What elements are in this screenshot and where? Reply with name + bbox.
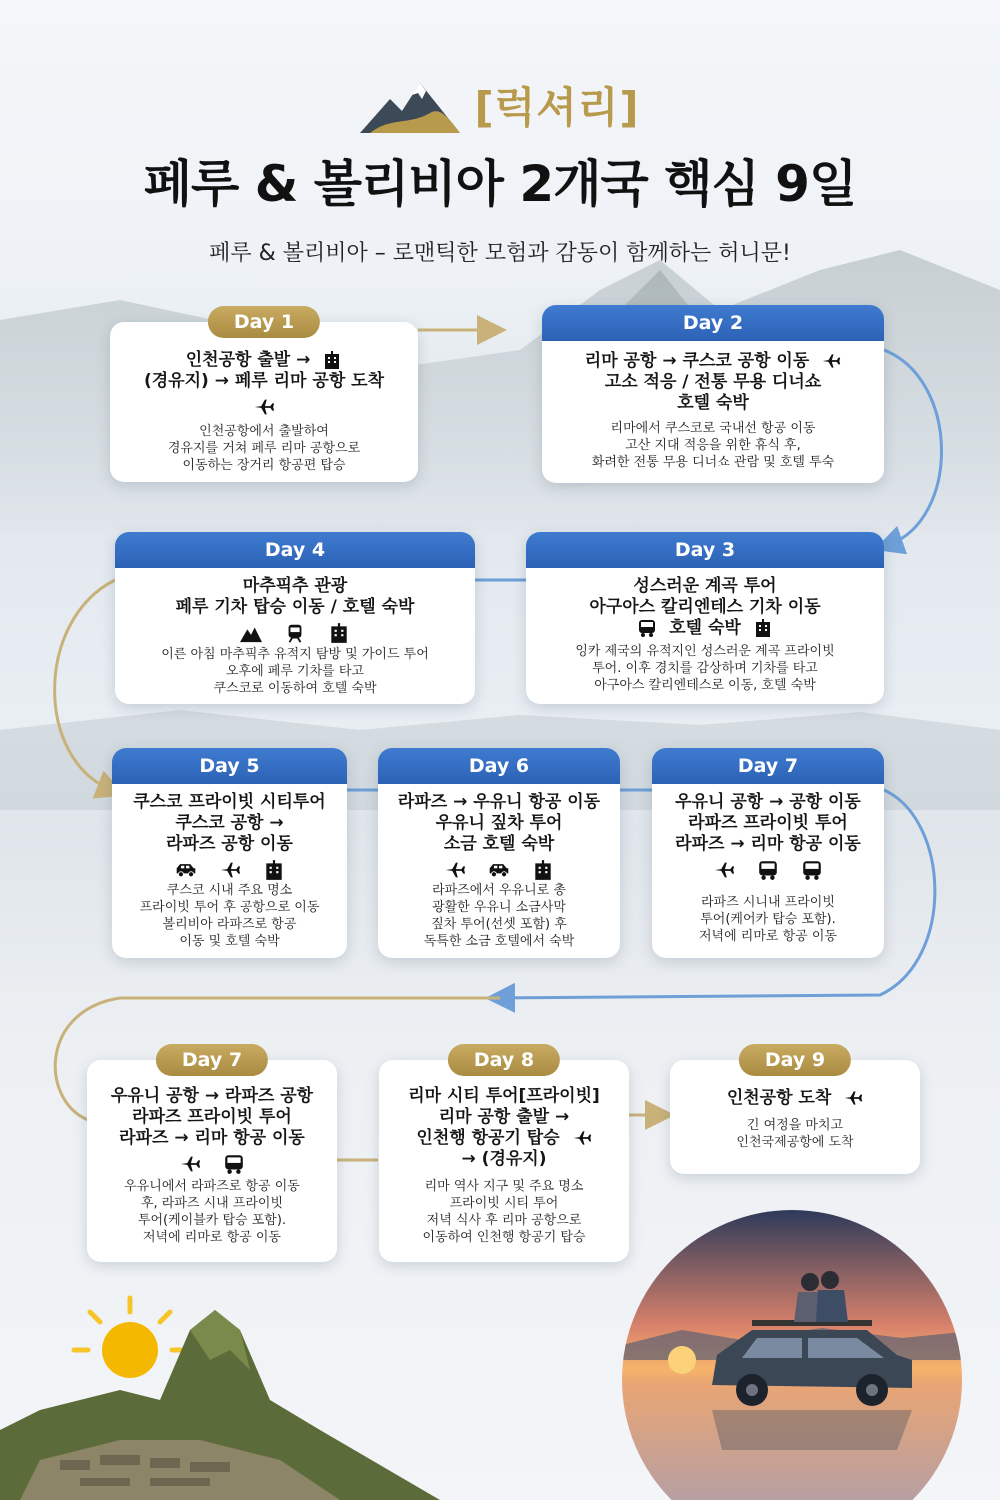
day-description [680, 1117, 910, 1151]
desc-line: 광활한 우유니 소금사막 [432, 900, 566, 915]
day-label: Day 6 [378, 748, 620, 784]
desc-line: 오후에 페루 기차를 타고 [226, 664, 364, 679]
day-body [652, 792, 884, 945]
train-icon [284, 623, 306, 643]
day-title [382, 792, 616, 855]
day-description [656, 894, 880, 945]
plane-icon [444, 860, 466, 880]
day-card-6 [378, 748, 620, 958]
day-icons [120, 397, 408, 417]
desc-line: 쿠스코로 이동하여 호텔 숙박 [213, 681, 377, 696]
day-body [526, 576, 884, 694]
bus-icon [223, 1154, 245, 1174]
day-title [536, 576, 874, 639]
day-line: 라파즈 → 우유니 항공 이동 [397, 792, 601, 812]
day-line: 쿠스코 프라이빗 시티투어 [133, 792, 326, 812]
day-line: 리마 공항 출발 → [438, 1107, 570, 1127]
day-body [115, 576, 475, 697]
plane-icon [253, 397, 275, 417]
day-label: Day 5 [112, 748, 347, 784]
day-line: 호텔 숙박 [669, 618, 741, 638]
desc-line: 라파즈 시니내 프라이빗 [701, 895, 835, 910]
day-line: 인천공항 도착 [726, 1088, 832, 1108]
day-label: Day 7 [156, 1044, 268, 1076]
desc-line: 이동하는 장거리 항공편 탑승 [182, 458, 346, 473]
machu-picchu-illustration [0, 1290, 460, 1500]
day-description [120, 423, 408, 474]
bus-icon [757, 860, 779, 880]
day-line: → (경유지) [461, 1149, 547, 1169]
day-body [110, 350, 418, 474]
mountain-logo-icon [360, 77, 460, 133]
day-line: 우유니 공항 → 공항 이동 [675, 792, 861, 812]
day-icons [116, 860, 343, 880]
day-line: 라파즈 프라이빗 투어 [688, 813, 848, 833]
desc-line: 잉카 제국의 유적지인 성스러운 계곡 프라이빗 [575, 644, 835, 659]
desc-line: 저녁에 리마로 항공 이동 [143, 1230, 281, 1245]
day-line: 라파즈 프라이빗 투어 [132, 1107, 292, 1127]
day-card-4 [115, 532, 475, 704]
jeep-icon [175, 860, 197, 880]
day-line: 아구아스 칼리엔테스 기차 이동 [589, 597, 821, 617]
day-description [552, 420, 874, 471]
desc-line: 인천공항에서 출발하여 [199, 424, 329, 439]
hotel-icon [532, 860, 554, 880]
plane-icon [179, 1154, 201, 1174]
desc-line: 이동 및 호텔 숙박 [179, 934, 280, 949]
day-line: 인천행 항공기 탑승 [416, 1128, 560, 1148]
day-line: 고소 적응 / 전통 무용 디너쇼 [604, 372, 822, 392]
day-title [125, 576, 465, 618]
desc-line: 저녁에 리마로 항공 이동 [699, 929, 837, 944]
desc-line: 투어. 이후 경치를 감상하며 기차를 타고 [592, 661, 818, 676]
sun-icon [74, 1298, 186, 1378]
day-description [536, 643, 874, 694]
day-description [125, 646, 465, 697]
day-line: 소금 호텔 숙박 [443, 834, 555, 854]
day-icons [91, 1154, 333, 1174]
day-icons [656, 860, 880, 880]
desc-line: 아구아스 칼리엔테스로 이동, 호텔 숙박 [594, 678, 816, 693]
bus-icon [801, 860, 823, 880]
desc-line: 라파즈에서 우유니로 총 [432, 883, 566, 898]
day-line: 성스러운 계곡 투어 [633, 576, 777, 596]
day-card-7a [652, 748, 884, 958]
plane-icon [843, 1089, 863, 1107]
day-line: 라파즈 공항 이동 [166, 834, 293, 854]
desc-line: 프라이빗 시티 투어 [449, 1196, 559, 1211]
day-card-8 [379, 1049, 629, 1262]
plane-icon [572, 1129, 592, 1147]
desc-line: 화려한 전통 무용 디너쇼 관람 및 호텔 투숙 [591, 455, 835, 470]
day-line: 라파즈 → 리마 항공 이동 [675, 834, 861, 854]
day-body [379, 1086, 629, 1246]
day-label: Day 4 [115, 532, 475, 568]
day-line: 우유니 짚차 투어 [435, 813, 563, 833]
couple-sunset-illustration [622, 1210, 962, 1500]
desc-line: 인천국제공항에 도착 [736, 1135, 854, 1150]
day-label: Day 2 [542, 305, 884, 341]
day-label: Day 9 [739, 1044, 851, 1076]
page-title: 페루 & 볼리비아 2개국 핵심 9일 [143, 155, 857, 213]
day-label: Day 8 [448, 1044, 560, 1076]
plane-icon [219, 860, 241, 880]
day-card-1 [110, 311, 418, 482]
desc-line: 고산 지대 적응을 위한 휴식 후, [625, 438, 801, 453]
desc-line: 프라이빗 투어 후 공항으로 이동 [139, 900, 320, 915]
jeep-icon [488, 860, 510, 880]
day-line: 쿠스코 공항 → [175, 813, 284, 833]
day-line: 호텔 숙박 [677, 393, 749, 413]
day-body [112, 792, 347, 950]
day-card-9 [670, 1049, 920, 1174]
day-label: Day 3 [526, 532, 884, 568]
desc-line: 투어(케어카 탑승 포함). [700, 912, 836, 927]
hotel-icon [322, 351, 342, 369]
day-line: 리마 공항 → 쿠스코 공항 이동 [584, 351, 810, 371]
day-line: 리마 시티 투어[프라이빗] [408, 1086, 600, 1106]
day-line: (경유지) → 페루 리마 공항 도착 [143, 371, 385, 391]
day-line: 인천공항 출발 → [185, 350, 311, 370]
day-title [120, 350, 408, 392]
day-body [670, 1088, 920, 1151]
hotel-icon [263, 860, 285, 880]
day-icons [125, 623, 465, 643]
desc-line: 경유지를 거쳐 페루 리마 공항으로 [167, 441, 361, 456]
day-card-7b [87, 1049, 337, 1262]
desc-line: 투어(케이블카 탑승 포함). [137, 1213, 287, 1228]
day-title [656, 792, 880, 855]
desc-line: 독특한 소금 호텔에서 숙박 [423, 934, 575, 949]
desc-line: 쿠스코 시내 주요 명소 [166, 883, 293, 898]
day-card-3 [526, 532, 884, 704]
day-description [383, 1178, 625, 1246]
plane-icon [713, 860, 735, 880]
day-line: 라파즈 → 리마 항공 이동 [119, 1128, 305, 1148]
desc-line: 긴 여정을 마치고 [746, 1118, 844, 1133]
day-title [552, 351, 874, 414]
day-description [116, 882, 343, 950]
page-subtitle: 페루 & 볼리비아 – 로맨틱한 모험과 감동이 함께하는 허니문! [209, 241, 791, 266]
day-body [87, 1086, 337, 1246]
day-card-2 [542, 305, 884, 483]
header [0, 70, 1000, 267]
day-description [382, 882, 616, 950]
day-title [91, 1086, 333, 1149]
desc-line: 리마에서 쿠스코로 국내선 항공 이동 [610, 421, 816, 436]
day-label: Day 1 [208, 306, 320, 338]
desc-line: 이른 아침 마추픽추 유적지 탐방 및 가이드 투어 [161, 647, 429, 662]
day-title [383, 1086, 625, 1170]
desc-line: 이동하여 인천행 항공기 탑승 [422, 1230, 586, 1245]
bus-icon [637, 619, 657, 637]
desc-line: 짚차 투어(선셋 포함) 후 [431, 917, 567, 932]
luxury-label: [럭셔리] [474, 83, 640, 132]
day-card-5 [112, 748, 347, 958]
title-row [0, 70, 1000, 140]
day-line: 마추픽추 관광 [242, 576, 348, 596]
day-body [542, 351, 884, 471]
day-line: 페루 기차 탑승 이동 / 호텔 숙박 [175, 597, 415, 617]
desc-line: 저녁 식사 후 리마 공항으로 [426, 1213, 582, 1228]
desc-line: 우유니에서 라파즈로 항공 이동 [124, 1179, 300, 1194]
day-line: 우유니 공항 → 라파즈 공항 [110, 1086, 314, 1106]
day-title [680, 1088, 910, 1109]
day-body [378, 792, 620, 950]
desc-line: 리마 역사 지구 및 주요 명소 [424, 1179, 584, 1194]
mountain-icon [240, 623, 262, 643]
desc-line: 후, 라파즈 시내 프라이빗 [140, 1196, 284, 1211]
hotel-icon [753, 619, 773, 637]
hotel-icon [328, 623, 350, 643]
day-title [116, 792, 343, 855]
day-description [91, 1178, 333, 1246]
day-label: Day 7 [652, 748, 884, 784]
desc-line: 볼리비아 라파즈로 항공 [162, 917, 297, 932]
day-icons [382, 860, 616, 880]
plane-icon [821, 352, 841, 370]
